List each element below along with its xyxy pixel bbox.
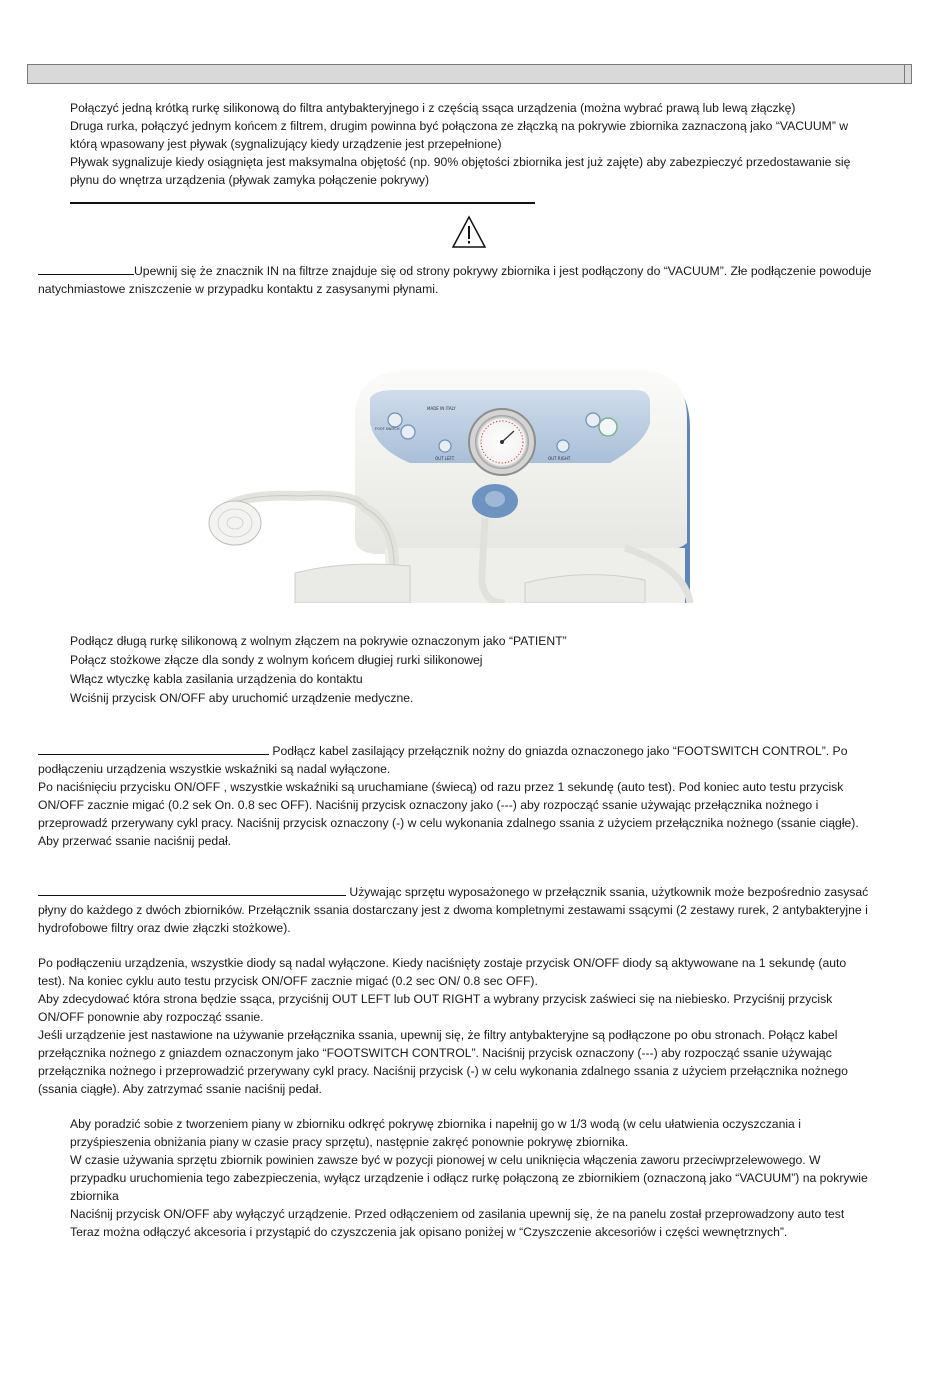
text-line: przełącznika nożnego i przeprowadzić przerywany cykl pracy. Naciśnij przycisk (-) w celu wykonania zdalnego ssania z użyciem przełącznika nożnego bbox=[38, 1064, 848, 1078]
section-2-text bbox=[70, 632, 915, 708]
text-line: Połączyć jedną krótką rurkę silikonową do filtra antybakteryjnego i z częścią ssąca urządzenia (można wybrać prawą lub lewą złączkę) bbox=[70, 101, 796, 115]
section-4-first-line-text: Używając sprzętu wyposażonego w przełącznik ssania, użytkownik może bezpośrednio zasysać bbox=[346, 885, 869, 899]
blank-underline bbox=[38, 262, 134, 275]
section-3-text bbox=[38, 742, 918, 850]
section-header-bar bbox=[27, 64, 912, 84]
text-line: Jeśli urządzenie jest nastawione na używanie przełącznika ssania, upewnij się, że filtry antybakteryjne są podłączone po obu stronach. Połącz kabel bbox=[38, 1028, 838, 1042]
warning-text bbox=[38, 262, 918, 298]
text-line: którą wpasowany jest pływak (sygnalizujący kiedy urządzenie jest przepełnione) bbox=[70, 137, 502, 151]
text-line: płyny do każdego z dwóch zbiorników. Przełącznik ssania dostarczany jest z dwoma kompletnymi zestawami ssącymi (2 zestawy rurek, 2 antybakteryjne i bbox=[38, 903, 868, 917]
text-line: Aby przerwać ssanie naciśnij pedał. bbox=[38, 834, 232, 848]
warning-line-1 bbox=[38, 262, 918, 280]
text-line: (ssania ciągłe). Aby zatrzymać ssanie naciśnij pedał. bbox=[38, 1082, 322, 1096]
text-line: Po podłączeniu urządzenia, wszystkie diody są nadal wyłączone. Kiedy naciśnięty zostaje przycisk ON/OFF diody są aktywowane na 1 sekundę (auto bbox=[38, 956, 847, 970]
section-4-first-line bbox=[38, 883, 918, 901]
suction-device-photo bbox=[205, 368, 695, 603]
horizontal-rule bbox=[70, 202, 535, 204]
made-in-italy-label: MADE IN ITALY bbox=[427, 406, 456, 411]
text-line: Po naciśnięciu przycisku ON/OFF , wszystkie wskaźniki są uruchamiane (świecą) od razu przez 1 sekundę (auto test). Pod koniec auto testu przycisk bbox=[38, 780, 844, 794]
text-line: Wciśnij przycisk ON/OFF aby uruchomić urządzenie medyczne. bbox=[70, 691, 414, 705]
text-line: Druga rurka, połączyć jednym końcem z filtrem, drugim powinna być połączona ze złączką na pokrywie zbiornika zaznaczoną jako “VACUUM” w bbox=[70, 119, 849, 133]
text-line: Aby poradzić sobie z tworzeniem piany w zbiorniku odkręć pokrywę zbiornika i napełnij go w 1/3 wodą (w celu ułatwienia oczyszczania i bbox=[70, 1117, 801, 1131]
out-left-label: OUT LEFT bbox=[435, 456, 455, 461]
text-line: ON/OFF zacznie migać (0.2 sek On. 0.8 sec OFF). Naciśnij przycisk oznaczony jako (---) aby rozpocząć ssanie używając przełącznika nożnego i bbox=[38, 798, 819, 812]
foot-switch-label: FOOT SWITCH bbox=[375, 427, 400, 431]
text-line: hydrofobowe filtry oraz dwie złączki stożkowe). bbox=[38, 921, 291, 935]
blank-underline bbox=[38, 883, 346, 896]
warning-line-2: natychmiastowe zniszczenie w przypadku kontaktu z zasysanymi płynami. bbox=[38, 282, 439, 296]
text-line: W czasie używania sprzętu zbiornik powinien zawsze być w pozycji pionowej w celu uniknięcia włączenia zaworu przeciwprzelewowego. W bbox=[70, 1153, 821, 1167]
text-line: Podłącz długą rurkę silikonową z wolnym złączem na pokrywie oznaczonym jako “PATIENT” bbox=[70, 634, 567, 648]
text-line: przełącznika nożnego z gniazdem oznaczonym jako “FOOTSWITCH CONTROL”. Naciśnij przycisk oznaczony (---) aby rozpocząć ssanie używając bbox=[38, 1046, 832, 1060]
blank-underline bbox=[38, 742, 269, 755]
warning-triangle-icon bbox=[451, 215, 487, 249]
section-3-first-line bbox=[38, 742, 918, 760]
text-line: przyśpieszenia obniżania piany w czasie pracy sprzętu), następnie zakręć ponownie pokrywę zbiornika. bbox=[70, 1135, 629, 1149]
section-3-first-line-text: Podłącz kabel zasilający przełącznik nożny do gniazda oznaczonego jako “FOOTSWITCH CONTROL”. Po bbox=[269, 744, 848, 758]
text-line: Połącz stożkowe złącze dla sondy z wolnym końcem długiej rurki silikonowej bbox=[70, 653, 483, 667]
text-line: Włącz wtyczkę kabla zasilania urządzenia do kontaktu bbox=[70, 672, 363, 686]
text-line: Naciśnij przycisk ON/OFF aby wyłączyć urządzenie. Przed odłączeniem od zasilania upewnij się, że na panelu został przeprowadzony auto test bbox=[70, 1207, 845, 1221]
warning-line-1-text: Upewnij się że znacznik IN na filtrze znajduje się od strony pokrywy zbiornika i jest podłączony do “VACUUM”. Złe podłączenie powoduje bbox=[134, 264, 872, 278]
section-4-text bbox=[38, 883, 918, 937]
text-line: płynu do wnętrza urządzenia (pływak zamyka połączenie pokrywy) bbox=[70, 173, 430, 187]
text-line: ON/OFF ponownie aby rozpocząć ssanie. bbox=[38, 1010, 264, 1024]
text-line: Teraz można odłączyć akcesoria i przystąpić do czyszczenia jak opisano poniżej w “Czyszczenie akcesoriów i części wewnętrznych”. bbox=[70, 1225, 788, 1239]
section-5-text bbox=[70, 1115, 915, 1241]
text-line: podłączeniu urządzenia wszystkie wskaźniki są nadal wyłączone. bbox=[38, 762, 391, 776]
out-right-label: OUT RIGHT bbox=[548, 456, 571, 461]
text-line: Aby zdecydować która strona będzie ssąca, przyciśnij OUT LEFT lub OUT RIGHT a wybrany przycisk zaświeci się na niebiesko. Przyciśnij przycisk bbox=[38, 992, 833, 1006]
text-line: zbiornika bbox=[70, 1189, 119, 1203]
text-line: przeprowadź przerywany cykl pracy. Naciśnij przycisk oznaczony (-) w celu wykonania zdalnego ssania z użyciem przełącznika nożnego (ssanie ciągłe). bbox=[38, 816, 859, 830]
section-1-text bbox=[70, 99, 915, 189]
section-4-paragraph-2 bbox=[38, 954, 918, 1098]
text-line: Pływak sygnalizuje kiedy osiągnięta jest maksymalna objętość (np. 90% objętości zbiornika jest już zajęte) aby zabezpieczyć przedostawanie się bbox=[70, 155, 851, 169]
text-line: test). Na koniec cyklu auto testu przycisk ON/OFF zacznie migać (0.2 sec ON/ 0.8 sec OFF). bbox=[38, 974, 538, 988]
text-line: przypadku uruchomienia tego zabezpieczenia, wyłącz urządzenie i odłącz rurkę połączoną ze zbiornikiem (oznaczoną jako “VACUUM”) na pokrywie bbox=[70, 1171, 868, 1185]
